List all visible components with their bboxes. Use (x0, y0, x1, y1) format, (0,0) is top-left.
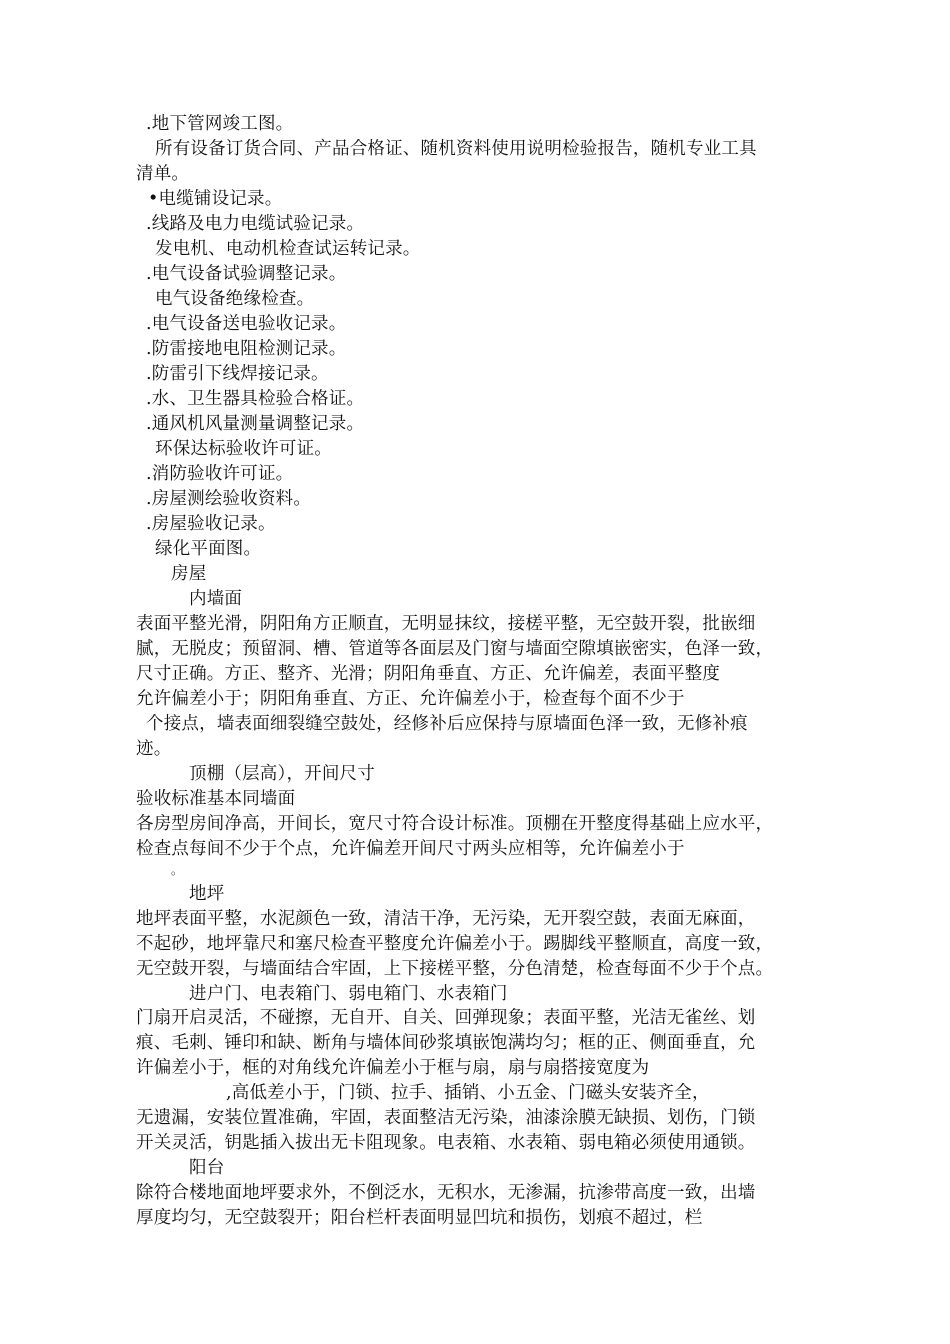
paragraph-line: 所有设备订货合同、产品合格证、随机资料使用说明检验报告，随机专业工具 (155, 139, 757, 159)
paragraph-line: 不起砂，地坪靠尺和塞尺检查平整度允许偏差小于。踢脚线平整顺直，高度一致， (136, 934, 774, 954)
list-item: .防雷接地电阻检测记录。 (146, 339, 347, 359)
list-item: .通风机风量测量调整记录。 (146, 414, 365, 434)
paragraph-line: 允许偏差小于；阴阳角垂直、方正、允许偏差小于，检查每个面不少于 (136, 689, 685, 709)
paragraph-line: 地坪表面平整，水泥颜色一致，清洁干净，无污染，无开裂空鼓，表面无麻面， (136, 909, 756, 929)
paragraph-line: 各房型房间净高，开间长，宽尺寸符合设计标准。顶棚在开整度得基础上应水平， (136, 814, 774, 834)
paragraph-line: 门扇开启灵活，不碰擦，无自开、自关、回弹现象；表面平整，光洁无雀丝、划 (136, 1008, 756, 1028)
paragraph-line: 厚度均匀，无空鼓裂开；阳台栏杆表面明显凹坑和损伤，划痕不超过，栏 (136, 1208, 703, 1228)
list-item: .电气设备试验调整记录。 (146, 264, 347, 284)
paragraph-line: 。 (171, 863, 184, 877)
list-item: 绿化平面图。 (155, 539, 262, 559)
paragraph-line: 尺寸正确。方正、整齐、光滑；阴阳角垂直、方正、允许偏差，表面平整度 (136, 664, 721, 684)
list-item: .房屋测绘验收资料。 (146, 489, 312, 509)
list-item: 电气设备绝缘检查。 (155, 289, 315, 309)
list-item: .防雷引下线焊接记录。 (146, 364, 329, 384)
list-item: .房屋验收记录。 (146, 514, 276, 534)
list-item: 发电机、电动机检查试运转记录。 (155, 239, 421, 259)
paragraph-line: 个接点，墙表面细裂缝空鼓处，经修补后应保持与原墙面色泽一致，无修补痕 (146, 714, 748, 734)
paragraph-line: 痕、毛刺、锤印和缺、断角与墙体间砂浆填嵌饱满均匀；框的正、侧面垂直，允 (136, 1033, 756, 1053)
subsection-heading: 顶棚（层高），开间尺寸 (189, 764, 375, 784)
list-item: •电缆铺设记录。 (148, 189, 283, 209)
list-item: .水、卫生器具检验合格证。 (146, 389, 365, 409)
paragraph-line: 除符合楼地面地坪要求外，不倒泛水，无积水，无渗漏，抗渗带高度一致，出墙 (136, 1183, 756, 1203)
list-item: .电气设备送电验收记录。 (146, 314, 347, 334)
list-item: .消防验收许可证。 (146, 464, 294, 484)
subsection-heading: 进户门、电表箱门、弱电箱门、水表箱门 (189, 984, 508, 1004)
paragraph-line: 许偏差小于，框的对角线允许偏差小于框与扇，扇与扇搭接宽度为 (136, 1058, 650, 1078)
paragraph-line: 表面平整光滑，阴阳角方正顺直，无明显抹纹，接槎平整，无空鼓开裂，批嵌细 (136, 614, 756, 634)
subsection-heading: 内墙面 (189, 589, 243, 609)
subsection-heading: 地坪 (189, 884, 225, 904)
paragraph-line: 检查点每间不少于个点，允许偏差开间尺寸两头应相等，允许偏差小于 (136, 839, 685, 859)
paragraph-line: 迹。 (136, 739, 172, 759)
paragraph-line: 无空鼓开裂，与墙面结合牢固，上下接槎平整，分色清楚，检查每面不少于个点。 (136, 959, 774, 979)
paragraph-line: 验收标准基本同墙面 (136, 789, 296, 809)
list-item: 环保达标验收许可证。 (155, 439, 332, 459)
paragraph-line: 清单。 (136, 164, 190, 184)
subsection-heading: 阳台 (189, 1158, 225, 1178)
list-item: .地下管网竣工图。 (146, 114, 294, 134)
paragraph-line: 无遗漏，安装位置准确，牢固，表面整洁无污染，油漆涂膜无缺损、划伤，门锁 (136, 1108, 756, 1128)
paragraph-line: ,高低差小于，门锁、拉手、插销、小五金、门磁头安装齐全， (226, 1083, 710, 1103)
paragraph-line: 开关灵活，钥匙插入拔出无卡阻现象。电表箱、水表箱、弱电箱必须使用通锁。 (136, 1133, 756, 1153)
list-item: .线路及电力电缆试验记录。 (146, 214, 365, 234)
paragraph-line: 腻，无脱皮；预留洞、槽、管道等各面层及门窗与墙面空隙填嵌密实，色泽一致， (136, 639, 774, 659)
section-heading: 房屋 (171, 564, 207, 584)
